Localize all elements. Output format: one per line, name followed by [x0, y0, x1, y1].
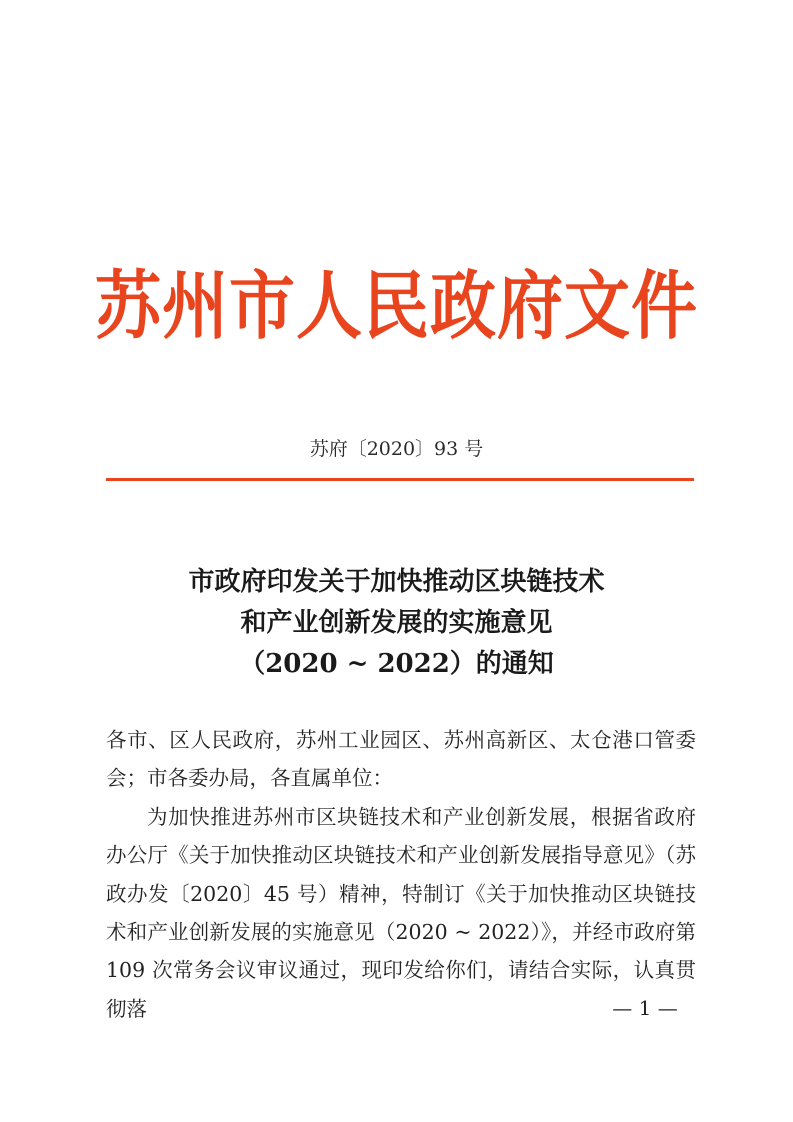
- document-body: [106, 721, 696, 1028]
- document-number: 苏府〔2020〕93 号: [309, 438, 484, 460]
- title-line-2: 和产业创新发展的实施意见: [240, 608, 553, 638]
- recipients-paragraph: 各市、区人民政府，苏州工业园区、苏州高新区、太仓港口管委会；市各委办局，各直属单位：: [106, 728, 696, 791]
- page-number: — 1 —: [612, 996, 678, 1020]
- red-divider-line: [106, 478, 694, 481]
- title-line-1: 市政府印发关于加快推动区块链技术: [188, 567, 605, 597]
- body-paragraph-1: 为加快推进苏州市区块链技术和产业创新发展，根据省政府办公厅《关于加快推动区块链技术和产业创新发展指导意见》（苏政办发〔2020〕45 号）精神，特制订《关于加快推动区块链技术和产业创新发展的实施意见（2020 ~ 2022）》，并经市政府第 109 次常务会议审议通过，现印发给你们，请结合实际，认真贯彻落: [106, 804, 696, 1021]
- masthead-title: 苏州市人民政府文件: [95, 262, 698, 350]
- document-title: [0, 562, 793, 685]
- title-line-3: （2020 ~ 2022）的通知: [239, 649, 554, 679]
